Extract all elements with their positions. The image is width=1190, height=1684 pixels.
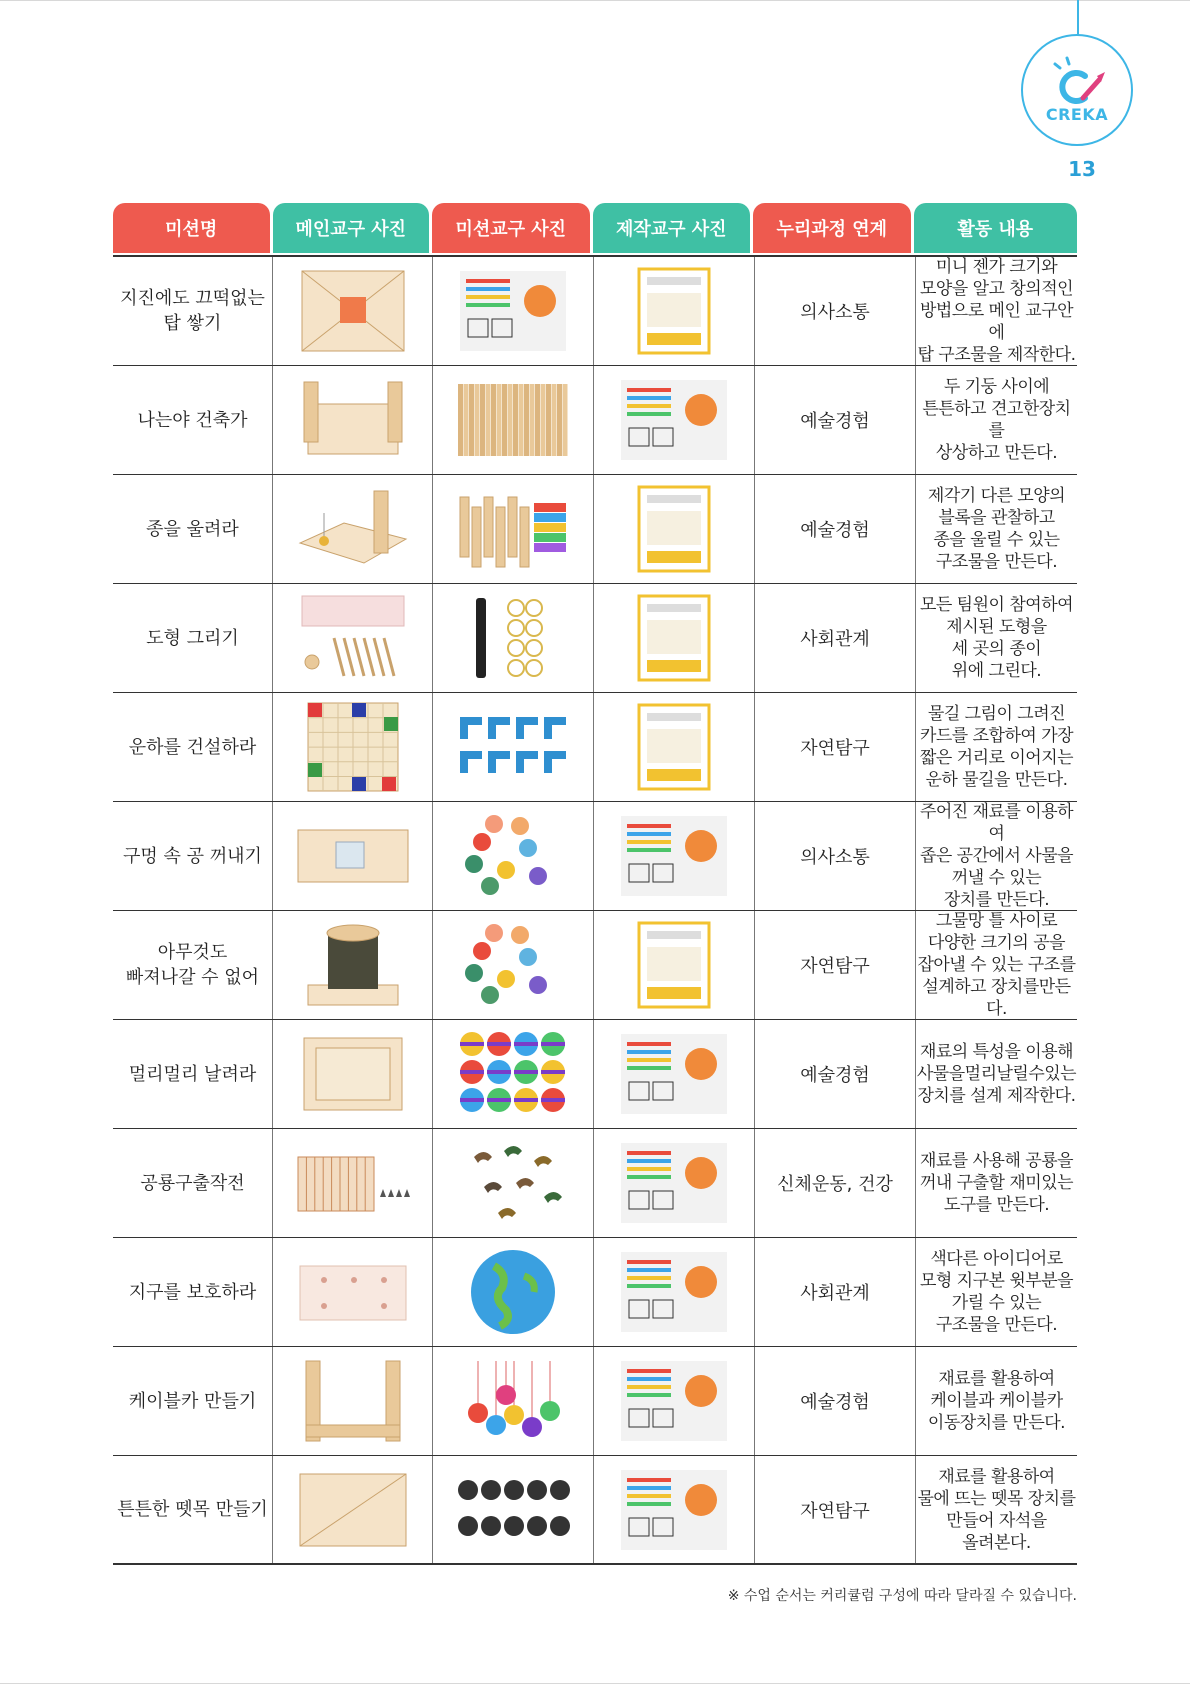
main-photo-cell [273, 1238, 433, 1346]
table-row [113, 257, 1077, 366]
table-row [113, 366, 1077, 475]
craft-photo-cell [594, 1456, 755, 1563]
table-row [113, 1020, 1077, 1129]
main-photo-cell [273, 1020, 433, 1128]
wood-box-icon [294, 1028, 412, 1120]
table-row [113, 911, 1077, 1020]
activity-description: 재료를 활용하여 케이블과 케이블카 이동장치를 만든다. [927, 1369, 1066, 1433]
activity-description: 주어진 재료를 이용하여 좁은 공간에서 사물을 꺼낼 수 있는 장치를 만든다. [919, 802, 1074, 910]
magnets-icon [454, 1464, 572, 1556]
curriculum-table [113, 203, 1077, 1565]
mission-photo-cell [433, 257, 594, 365]
table-header [113, 203, 1077, 253]
mission-cell [113, 1238, 273, 1346]
water-cards-icon [454, 701, 572, 793]
activity-description: 재료의 특성을 이용해 사물을멀리날릴수있는 장치를 설계 제작한다. [916, 1042, 1077, 1106]
craft-materials-icon [615, 1246, 733, 1338]
activity-description: 두 기둥 사이에 튼튼하고 견고한장치를 상상하고 만든다. [922, 377, 1071, 463]
worksheet-icon [615, 919, 733, 1011]
mission-name: 공룡구출작전 [140, 1172, 245, 1194]
activity-description: 그물망 틀 사이로 다양한 크기의 공을 잡아낼 수 있는 구조를 설계하고 장치를만든다. [917, 911, 1076, 1019]
mission-cell [113, 1456, 273, 1563]
curriculum-link: 사회관계 [800, 629, 870, 650]
mission-name: 케이블카 만들기 [128, 1390, 257, 1412]
activity-cell [916, 1020, 1077, 1128]
wood-box-hole-icon [294, 810, 412, 902]
table-row [113, 475, 1077, 584]
mission-name: 지진에도 끄떡없는 탑 쌓기 [120, 288, 265, 334]
marker-bands-icon [454, 592, 572, 684]
curriculum-link-cell [755, 475, 916, 583]
activity-description: 제각기 다른 모양의 블록을 관찰하고 종을 울릴 수 있는 구조물을 만든다. [927, 486, 1066, 572]
curriculum-link-cell [755, 693, 916, 801]
table-body [113, 257, 1077, 1565]
wood-frame-icon [294, 265, 412, 357]
table-row [113, 693, 1077, 802]
top-border [0, 0, 1190, 1]
main-photo-cell [273, 1347, 433, 1455]
mission-name: 운하를 건설하라 [128, 736, 257, 758]
mission-photo-cell [433, 1456, 594, 1563]
wood-stand-icon [294, 374, 412, 466]
craft-photo-cell [594, 911, 755, 1019]
main-photo-cell [273, 911, 433, 1019]
activity-cell [916, 693, 1077, 801]
cylinder-net-icon [294, 919, 412, 1011]
mission-photo-cell [433, 584, 594, 692]
craft-materials-icon [615, 1028, 733, 1120]
mission-name: 지구를 보호하라 [128, 1281, 257, 1303]
curriculum-link: 자연탐구 [800, 956, 870, 977]
curriculum-link-cell [755, 802, 916, 910]
craft-photo-cell [594, 475, 755, 583]
table-row [113, 584, 1077, 693]
activity-description: 재료를 사용해 공룡을 꺼내 구출할 재미있는 도구를 만든다. [919, 1151, 1074, 1215]
craft-materials-icon [615, 810, 733, 902]
main-photo-cell [273, 366, 433, 474]
activity-cell [916, 802, 1077, 910]
craft-photo-cell [594, 1347, 755, 1455]
header-curriculum-link: 누리과정 연계 [753, 203, 911, 253]
mission-name: 도형 그리기 [146, 627, 239, 649]
header-craft-photo: 제작교구 사진 [593, 203, 751, 253]
mission-photo-cell [433, 1020, 594, 1128]
jenga-marbles-icon [454, 265, 572, 357]
mission-cell [113, 1129, 273, 1237]
activity-description: 색다른 아이디어로 모형 지구본 윗부분을 가릴 수 있는 구조물을 만든다. [919, 1249, 1074, 1335]
mission-cell [113, 1347, 273, 1455]
curriculum-link-cell [755, 1238, 916, 1346]
craft-photo-cell [594, 693, 755, 801]
craft-materials-icon [615, 374, 733, 466]
activity-description: 미니 젠가 크기와 모양을 알고 창의적인 방법으로 메인 교구안에 탑 구조물을 제작한다. [917, 257, 1076, 365]
header-main-photo: 메인교구 사진 [273, 203, 430, 253]
mission-cell [113, 475, 273, 583]
activity-cell [916, 1456, 1077, 1563]
mission-name: 튼튼한 뗏목 만들기 [117, 1499, 268, 1520]
mission-photo-cell [433, 1347, 594, 1455]
craft-photo-cell [594, 1020, 755, 1128]
mission-photo-cell [433, 693, 594, 801]
craft-photo-cell [594, 584, 755, 692]
wood-frame-posts-icon [294, 1355, 412, 1447]
mission-photo-cell [433, 802, 594, 910]
curriculum-link: 자연탐구 [800, 738, 870, 759]
curriculum-link: 예술경험 [800, 520, 870, 541]
table-row [113, 1238, 1077, 1347]
mission-name: 종을 울려라 [146, 518, 239, 540]
mission-photo-cell [433, 366, 594, 474]
worksheet-icon [615, 483, 733, 575]
main-photo-cell [273, 1456, 433, 1563]
dinosaurs-icon [454, 1137, 572, 1229]
activity-description: 물길 그림이 그려진 카드를 조합하여 가장 짧은 거리로 이어지는 운하 물길을 만든다. [919, 704, 1074, 790]
curriculum-link: 자연탐구 [800, 1500, 870, 1522]
hanging-balls-icon [454, 1355, 572, 1447]
activity-cell [916, 1347, 1077, 1455]
activity-cell [916, 584, 1077, 692]
table-row [113, 1129, 1077, 1238]
header-mission-photo: 미션교구 사진 [432, 203, 590, 253]
craft-photo-cell [594, 1238, 755, 1346]
mission-cell [113, 257, 273, 365]
wood-board-bell-icon [294, 483, 412, 575]
mission-cell [113, 366, 273, 474]
mission-cell [113, 584, 273, 692]
curriculum-link-cell [755, 584, 916, 692]
wood-sticks-icon [454, 374, 572, 466]
activity-cell [916, 911, 1077, 1019]
activity-description: 모든 팀원이 참여하여 제시된 도형을 세 곳의 종이 위에 그린다. [919, 595, 1074, 681]
activity-description: 재료를 활용하여 물에 뜨는 뗏목 장치를 만들어 자석을 올려본다. [917, 1466, 1076, 1553]
mission-name: 아무것도 빠져나갈 수 없어 [125, 942, 260, 988]
curriculum-link-cell [755, 1129, 916, 1237]
curriculum-link: 신체운동, 건강 [777, 1174, 893, 1195]
mission-photo-cell [433, 1238, 594, 1346]
mission-cell [113, 693, 273, 801]
main-photo-cell [273, 693, 433, 801]
curriculum-link: 예술경험 [800, 1392, 870, 1413]
page-tab-line [1077, 0, 1079, 38]
globe-icon [454, 1246, 572, 1338]
worksheet-icon [615, 701, 733, 793]
craft-photo-cell [594, 257, 755, 365]
mission-cell [113, 1020, 273, 1128]
curriculum-link-cell [755, 1020, 916, 1128]
footnote: ※ 수업 순서는 커리큘럼 구성에 따라 달라질 수 있습니다. [727, 1588, 1077, 1604]
curriculum-link: 의사소통 [800, 847, 870, 868]
craft-photo-cell [594, 1129, 755, 1237]
header-activity: 활동 내용 [914, 203, 1077, 253]
mission-photo-cell [433, 475, 594, 583]
mission-name: 멀리멀리 날려라 [128, 1063, 257, 1085]
curriculum-link-cell [755, 257, 916, 365]
table-row [113, 1347, 1077, 1456]
activity-cell [916, 475, 1077, 583]
curriculum-link: 예술경험 [800, 411, 870, 432]
activity-cell [916, 1238, 1077, 1346]
curriculum-link: 사회관계 [800, 1283, 870, 1304]
curriculum-link: 의사소통 [800, 302, 870, 323]
worksheet-icon [615, 265, 733, 357]
mission-cell [113, 802, 273, 910]
curriculum-link: 예술경험 [800, 1065, 870, 1086]
mission-photo-cell [433, 1129, 594, 1237]
craft-photo-cell [594, 366, 755, 474]
mission-name: 구멍 속 공 꺼내기 [123, 845, 262, 867]
activity-cell [916, 1129, 1077, 1237]
header-mission: 미션명 [113, 203, 270, 253]
balls-icon [454, 919, 572, 1011]
activity-cell [916, 366, 1077, 474]
curriculum-link-cell [755, 911, 916, 1019]
curriculum-link-cell [755, 366, 916, 474]
craft-materials-icon [615, 1355, 733, 1447]
mission-cell [113, 911, 273, 1019]
wood-board-holes-icon [294, 1246, 412, 1338]
craft-materials-icon [615, 1464, 733, 1556]
mission-photo-cell [433, 911, 594, 1019]
creka-logo [1021, 34, 1133, 146]
mission-name: 나는야 건축가 [137, 409, 248, 431]
curriculum-link-cell [755, 1456, 916, 1563]
craft-materials-icon [615, 1137, 733, 1229]
worksheet-icon [615, 592, 733, 684]
curriculum-link-cell [755, 1347, 916, 1455]
wood-blocks-icon [454, 483, 572, 575]
main-photo-cell [273, 257, 433, 365]
wood-tray-icon [294, 1464, 412, 1556]
activity-cell [916, 257, 1077, 365]
rainbow-balls-icon [454, 1028, 572, 1120]
balls-icon [454, 810, 572, 902]
table-row [113, 1456, 1077, 1565]
wood-sticks-board-icon [294, 592, 412, 684]
wood-cage-icon [294, 1137, 412, 1229]
logo-text: CREKA [1045, 105, 1109, 124]
table-row [113, 802, 1077, 911]
main-photo-cell [273, 475, 433, 583]
main-photo-cell [273, 584, 433, 692]
craft-photo-cell [594, 802, 755, 910]
grid-board-icon [294, 701, 412, 793]
main-photo-cell [273, 1129, 433, 1237]
main-photo-cell [273, 802, 433, 910]
page-number: 13 [1068, 157, 1096, 181]
